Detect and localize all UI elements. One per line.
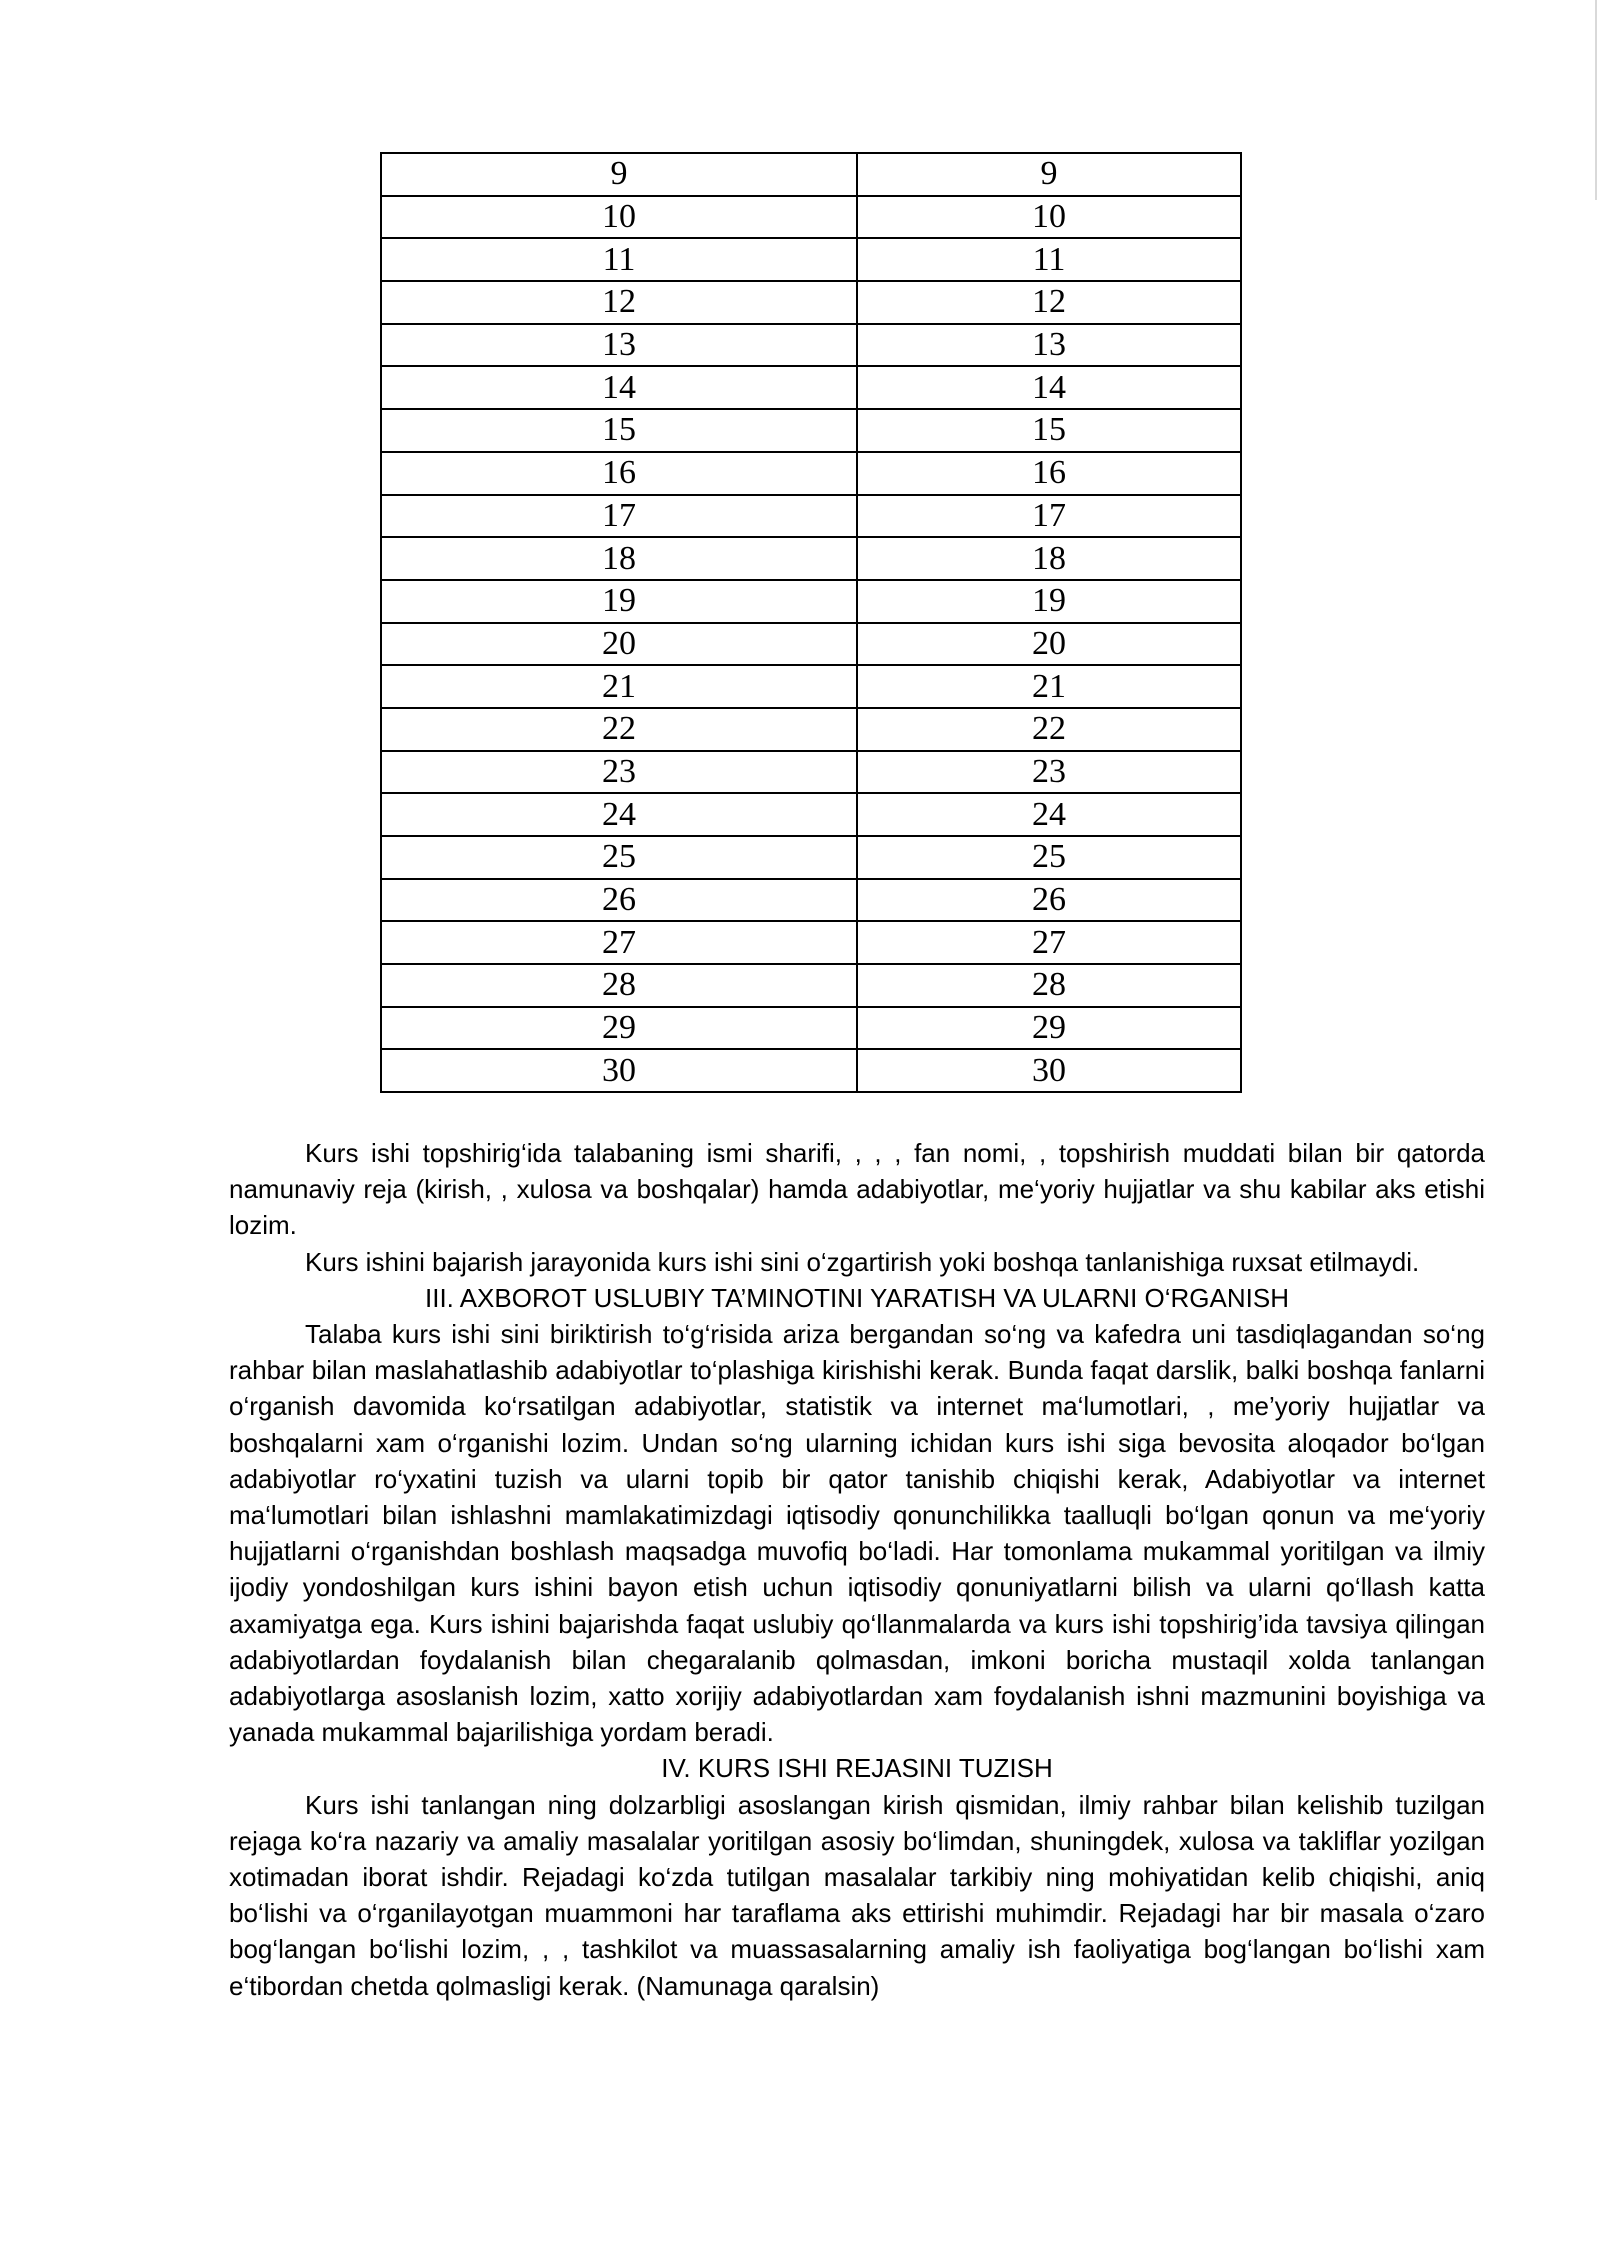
number-table	[380, 152, 1242, 1093]
page-edge-line	[1595, 0, 1597, 200]
table-cell-right: 25	[857, 836, 1241, 879]
table-row	[381, 366, 1241, 409]
table-row	[381, 708, 1241, 751]
table-cell-left: 20	[381, 623, 857, 666]
table-cell-right: 10	[857, 196, 1241, 239]
table-cell-right: 20	[857, 623, 1241, 666]
table-cell-left: 9	[381, 153, 857, 196]
table-row	[381, 665, 1241, 708]
table-row	[381, 537, 1241, 580]
body-paragraph: Kurs ishi topshirig‘ida talabaning ismi sharifi, , , , fan nomi, , topshirish muddati bilan bir qatorda namunaviy reja (kirish, , xulosa va boshqalar) hamda adabiyotlar, me‘yoriy hujjatlar va shu kabilar aks etishi lozim.	[229, 1138, 1485, 1241]
table-cell-left: 27	[381, 921, 857, 964]
table-cell-left: 30	[381, 1049, 857, 1092]
table-cell-left: 24	[381, 793, 857, 836]
table-cell-left: 28	[381, 964, 857, 1007]
table-cell-right: 23	[857, 751, 1241, 794]
table-cell-right: 27	[857, 921, 1241, 964]
table-cell-right: 14	[857, 366, 1241, 409]
table-cell-right: 21	[857, 665, 1241, 708]
table-cell-right: 26	[857, 879, 1241, 922]
table-row	[381, 623, 1241, 666]
table-cell-left: 12	[381, 281, 857, 324]
table-cell-left: 18	[381, 537, 857, 580]
table-cell-left: 29	[381, 1007, 857, 1050]
table-cell-right: 19	[857, 580, 1241, 623]
table-cell-right: 16	[857, 452, 1241, 495]
table-row	[381, 751, 1241, 794]
table-cell-left: 13	[381, 324, 857, 367]
table-cell-right: 11	[857, 238, 1241, 281]
table-cell-left: 26	[381, 879, 857, 922]
table-row	[381, 324, 1241, 367]
body-paragraph: Kurs ishi tanlangan ning dolzarbligi asoslangan kirish qismidan, ilmiy rahbar bilan kelishib tuzilgan rejaga ko‘ra nazariy va amaliy masalalar yoritilgan asosiy bo‘limdan, shuningdek, xulosa va takliflar yozilgan xotimadan iborat ishdir. Rejadagi ko‘zda tutilgan masalalar tarkibiy ning mohiyatidan kelib chiqishi, aniq bo‘lishi va o‘rganilayotgan muammoni har taraflama aks ettirishi muhimdir. Rejadagi har bir masala o‘zaro bog‘langan bo‘lishi lozim, , , tashkilot va muassasalarning amaliy ish faoliyatiga bog‘langan bo‘lishi xam e‘tibordan chetda qolmasligi kerak. (Namunaga qaralsin)	[229, 1789, 1485, 2001]
table-row	[381, 196, 1241, 239]
table-cell-right: 12	[857, 281, 1241, 324]
table-cell-left: 17	[381, 495, 857, 538]
table-row	[381, 495, 1241, 538]
table-cell-right: 17	[857, 495, 1241, 538]
table-cell-left: 21	[381, 665, 857, 708]
table-cell-left: 11	[381, 238, 857, 281]
document-body	[229, 1135, 1485, 2004]
table-cell-left: 22	[381, 708, 857, 751]
section-heading: III. AXBOROT USLUBIY TA’MINOTINI YARATISH VA ULARNI O‘RGANISH	[425, 1282, 1289, 1313]
table-cell-right: 22	[857, 708, 1241, 751]
table-row	[381, 452, 1241, 495]
table-cell-right: 24	[857, 793, 1241, 836]
table-cell-right: 13	[857, 324, 1241, 367]
table-row	[381, 879, 1241, 922]
table-row	[381, 964, 1241, 1007]
table-row	[381, 793, 1241, 836]
table-cell-left: 14	[381, 366, 857, 409]
table-cell-right: 18	[857, 537, 1241, 580]
section-heading: IV. KURS ISHI REJASINI TUZISH	[661, 1753, 1053, 1784]
table-cell-left: 16	[381, 452, 857, 495]
table-cell-right: 15	[857, 409, 1241, 452]
table-row	[381, 836, 1241, 879]
table-cell-left: 15	[381, 409, 857, 452]
table-cell-left: 19	[381, 580, 857, 623]
table-row	[381, 238, 1241, 281]
table-cell-left: 23	[381, 751, 857, 794]
body-paragraph: Talaba kurs ishi sini biriktirish to‘g‘risida ariza bergandan so‘ng va kafedra uni tasdiqlagandan so‘ng rahbar bilan maslahatlashib adabiyotlar to‘plashiga kirishishi kerak. Bunda faqat darslik, balki boshqa fanlarni o‘rganish davomida ko‘rsatilgan adabiyotlar, statistik va internet ma‘lumotlari, , me’yoriy hujjatlar va boshqalarni xam o‘rganishi lozim. Undan so‘ng ularning ichidan kurs ishi siga bevosita aloqador bo‘lgan adabiyotlar ro‘yxatini tuzish va ularni topib bir qator tanishib chiqishi kerak, Adabiyotlar va internet ma‘lumotlari bilan ishlashni mamlakatimizdagi iqtisodiy qonunchilikka taalluqli bo‘lgan qonun va me‘yoriy hujjatlarni o‘rganishdan boshlash maqsadga muvofiq bo‘ladi. Har tomonlama mukammal yoritilgan va ilmiy ijodiy yondoshilgan kurs ishini bayon etish uchun iqtisodiy qonuniyatlarni bilish va ularni qo‘llash katta axamiyatga ega. Kurs ishini bajarishda faqat uslubiy qo‘llanmalarda va kurs ishi topshirig’ida tavsiya qilingan adabiyotlardan foydalanish bilan chegaralanib qolmasdan, imkoni boricha mustaqil xolda tanlangan adabiyotlarga asoslanish lozim, xatto xorijiy adabiyotlardan xam foydalanish ishni mazmunini boyishiga va yanada mukammal bajarilishiga yordam beradi.	[229, 1319, 1485, 1748]
table-cell-right: 9	[857, 153, 1241, 196]
table-row	[381, 1049, 1241, 1092]
table-cell-left: 25	[381, 836, 857, 879]
table-row	[381, 921, 1241, 964]
table-cell-right: 29	[857, 1007, 1241, 1050]
table-cell-right: 30	[857, 1049, 1241, 1092]
table-row	[381, 1007, 1241, 1050]
table-row	[381, 281, 1241, 324]
table-row	[381, 409, 1241, 452]
table-row	[381, 153, 1241, 196]
table-row	[381, 580, 1241, 623]
table-cell-left: 10	[381, 196, 857, 239]
body-paragraph: Kurs ishini bajarish jarayonida kurs ishi sini o‘zgartirish yoki boshqa tanlanishiga ruxsat etilmaydi.	[305, 1246, 1420, 1277]
table-cell-right: 28	[857, 964, 1241, 1007]
